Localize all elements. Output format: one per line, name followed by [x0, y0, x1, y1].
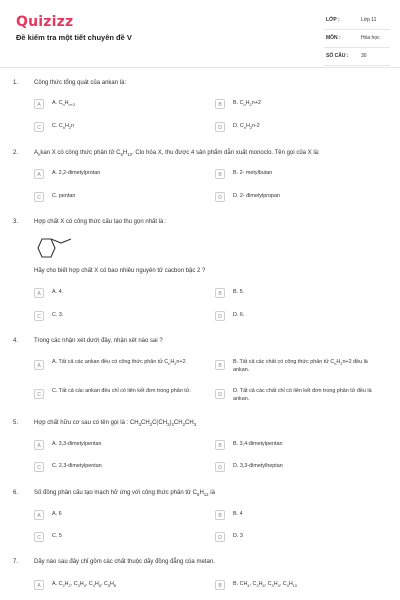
option-text: A. 2,2-đimetylprotan [52, 170, 101, 176]
meta-key: MÔN : [326, 35, 341, 41]
option-text: B. $C_nH_2n+2$ [233, 100, 261, 107]
question-number: 6. [13, 490, 19, 496]
option-text: C. Tất cả các ankan đều chỉ có liên kết đơn trong phân tử. [52, 388, 191, 394]
option-letter: D [215, 311, 225, 321]
question-number: 1. [13, 80, 19, 86]
option-text: A. $C_2H_2$, $C_3H_4$, $C_4H_6$, $C_5H_8$ [52, 581, 117, 588]
question-text: Trong các nhận xét dưới đây, nhận xét nào sai ? [34, 338, 163, 344]
option-text: A. Tất cả các ankan đều có công thức phân tử $C_nH_2n+2$ [52, 359, 186, 366]
document-title: Đề kiểm tra một tiết chuyên đề V [16, 33, 132, 42]
option-text: B. 4 [233, 511, 243, 517]
option-letter: B [215, 580, 225, 590]
option-text: C. 2,3-đimetylpentan [52, 463, 102, 469]
question-text: Hợp chất hữu cơ sau có tên gọi là : $CH_3CH_2C(CH_3)_2CH_2CH_3$ [34, 420, 197, 427]
meta-value: Lớp 11 [361, 17, 377, 23]
option-letter: A [34, 440, 44, 450]
option-letter: B [215, 510, 225, 520]
option-letter: D [215, 122, 225, 132]
option-letter: A [34, 169, 44, 179]
option-letter: C [34, 532, 44, 542]
option-letter: A [34, 99, 44, 109]
option-letter: B [215, 288, 225, 298]
option-text: B. $CH_4$, $C_2H_6$, $C_3H_4$, $C_4H_{10}$ [233, 581, 298, 588]
option-text: B. 2- metylbutan [233, 170, 273, 176]
meta-row-subject [324, 30, 390, 48]
option-letter: D [215, 389, 225, 399]
meta-value: Hóa học [361, 35, 380, 41]
option-letter: A [34, 580, 44, 590]
molecule-structure-image [34, 236, 84, 262]
option-text: B. Tất cả các chất có công thức phân tử $C_nH_2n+2$ đều là ankan. [233, 359, 368, 373]
header-divider [0, 67, 400, 68]
option-text: D. 6. [233, 312, 245, 318]
option-letter: A [34, 360, 44, 370]
question-number: 2. [13, 150, 19, 156]
question-text: Hợp chất X có công thức cấu tạo thu gọn nhất là : [34, 219, 167, 225]
option-letter: D [215, 462, 225, 472]
option-text: A. 4. [52, 289, 64, 295]
option-letter: A [34, 288, 44, 298]
question-number: 7. [13, 559, 19, 565]
option-text: A. 6 [52, 511, 62, 517]
question-text: Công thức tổng quát của ankan là: [34, 80, 127, 86]
option-text: B. 3,4-đimetylpentan [233, 441, 283, 447]
option-letter: B [215, 169, 225, 179]
option-text: A. 3,3-đimetylpentan [52, 441, 102, 447]
option-letter: A [34, 510, 44, 520]
question-text: Dãy nào sau đây chỉ gồm các chất thuộc dãy đồng đẳng của metan. [34, 559, 215, 565]
option-text: D. 3 [233, 533, 243, 539]
option-letter: C [34, 389, 44, 399]
option-text: D. $C_nH_2n-2$ [233, 123, 260, 130]
option-text: D. 3,3-đimetylheptan [233, 463, 283, 469]
question-number: 3. [13, 219, 19, 225]
option-letter: D [215, 532, 225, 542]
option-text: D. Tất cả các chất chỉ có liên kết đơn trong phân tử đều là ankan. [233, 388, 372, 402]
option-letter: C [34, 122, 44, 132]
option-letter: B [215, 440, 225, 450]
meta-row-count [324, 48, 390, 66]
option-letter: C [34, 311, 44, 321]
meta-key: LỚP : [326, 17, 340, 23]
option-letter: B [215, 99, 225, 109]
quizizz-logo: Quizizz [16, 14, 74, 30]
question-number: 5. [13, 420, 19, 426]
option-text: A. $C_nH_{n+2}$ [52, 100, 76, 107]
option-letter: C [34, 192, 44, 202]
question-subtext: Hãy cho biết hợp chất X có bao nhiêu nguyên tử cacbon bậc 2 ? [34, 268, 206, 274]
meta-value: 30 [361, 53, 367, 59]
option-text: C. $C_nH_2n$ [52, 123, 75, 130]
option-text: C. 5 [52, 533, 62, 539]
meta-table [324, 12, 390, 66]
option-letter: C [34, 462, 44, 472]
meta-key: SỐ CÂU : [326, 53, 349, 59]
option-text: B. 5. [233, 289, 245, 295]
option-text: D. 2- đimetylpropan [233, 193, 281, 199]
option-text: C. 3. [52, 312, 64, 318]
option-letter: D [215, 192, 225, 202]
question-text: $A_nkan$ X có công thức phân tử $C_5H_{12}$. Clo hóa X, thu được 4 sản phẩm dẫn xuất monoclo. Tên gọi của X là: [34, 150, 320, 157]
option-letter: B [215, 360, 225, 370]
question-number: 4. [13, 338, 19, 344]
meta-row-class [324, 12, 390, 30]
option-text: C. pentan [52, 193, 76, 199]
question-text: Số đồng phân cấu tạo mạch hở ứng với công thức phân tử $C_5H_{12}$ là [34, 490, 215, 497]
